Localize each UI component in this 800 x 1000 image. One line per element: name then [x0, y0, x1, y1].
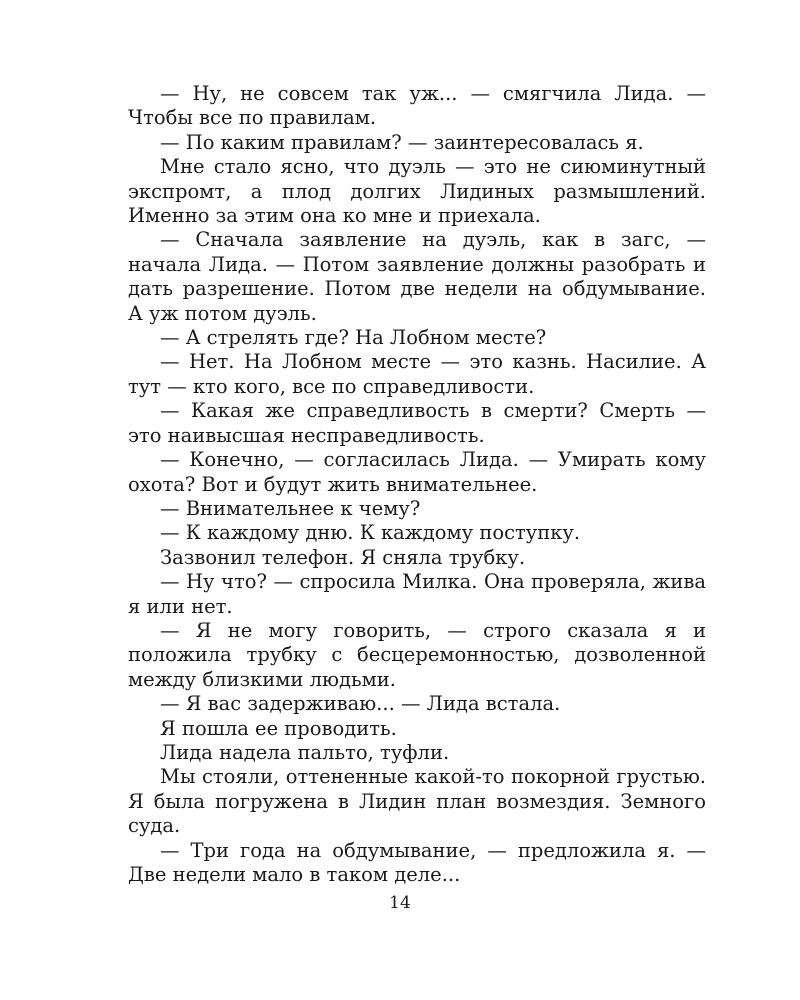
paragraph-13: — Я не могу говорить, — строго сказала я и положила трубку с бесцеремонностью, дозволенной между близкими людьми. [128, 618, 706, 691]
page-number: 14 [389, 893, 411, 913]
paragraph-10: — К каждому дню. К каждому поступку. [160, 521, 581, 545]
paragraph-5: — А стрелять где? На Лобном месте? [160, 326, 547, 350]
paragraph-2: — По каким правилам? — заинтересовалась я. [160, 130, 644, 154]
paragraph-3: Мне стало ясно, что дуэль — это не сиюминутный экспромт, а плод долгих Лидиных размышлений. Именно за этим она ко мне и приехала. [128, 155, 706, 228]
page-body-text [128, 82, 706, 887]
paragraph-6: — Нет. На Лобном месте — это казнь. Насилие. А тут — кто кого, все по справедливости. [128, 350, 706, 398]
paragraph-1: — Ну, не совсем так уж... — смягчила Лида. — Чтобы все по правилам. [128, 82, 706, 130]
paragraph-7: — Какая же справедливость в смерти? Смерть — это наивысшая несправедливость. [128, 399, 706, 447]
paragraph-11: Зазвонил телефон. Я сняла трубку. [160, 545, 526, 569]
paragraph-8: — Конечно, — согласилась Лида. — Умирать кому охота? Вот и будут жить внимательнее. [128, 448, 706, 496]
paragraph-18: — Три года на обдумывание, — предложила я. — Две недели мало в таком деле... [128, 838, 706, 886]
paragraph-4: — Сначала заявление на дуэль, как в загс, — начала Лида. — Потом заявление должны разобрать и дать разрешение. Потом две недели на обдумывание. А уж потом дуэль. [128, 228, 706, 325]
paragraph-15: Я пошла ее проводить. [160, 716, 397, 740]
paragraph-16: Лида надела пальто, туфли. [160, 740, 450, 764]
paragraph-17: Мы стояли, оттененные какой-то покорной грустью. Я была погружена в Лидин план возмездия. Земного суда. [128, 765, 706, 838]
paragraph-14: — Я вас задерживаю... — Лида встала. [160, 692, 561, 716]
paragraph-12: — Ну что? — спросила Милка. Она проверяла, жива я или нет. [128, 570, 706, 618]
paragraph-9: — Внимательнее к чему? [160, 496, 421, 520]
